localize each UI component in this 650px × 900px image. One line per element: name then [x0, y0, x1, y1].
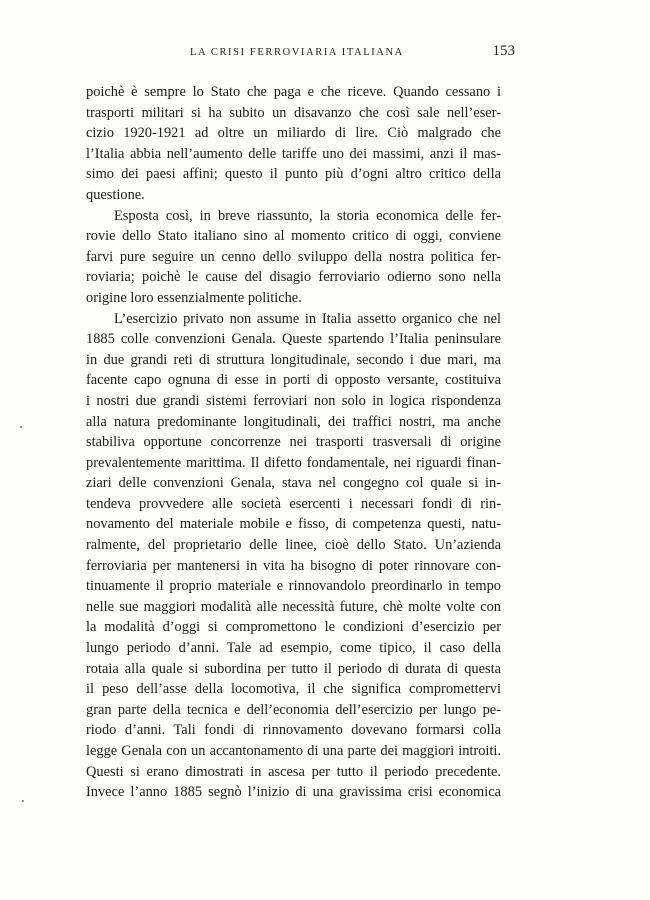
text-line: in due grandi reti di struttura longitudinale, secondo i due mari, ma [86, 351, 501, 368]
text-line: stabiliva opportune concorrenze nei trasporti trasversali di origine [86, 434, 501, 451]
text-line: i nostri due grandi sistemi ferroviari non solo in logica rispondenza [86, 392, 501, 409]
text-line: 1885 colle convenzioni Genala. Queste spartendo l’Italia peninsulare [86, 331, 501, 348]
text-line: Invece l’anno 1885 segnò l’inizio di una gravissima crisi economica [86, 784, 501, 801]
text-line: farvi pure seguire un cenno dello sviluppo della nostra politica fer- [86, 248, 501, 265]
text-line: rotaia alla quale si subordina per tutto il periodo di durata di questa [86, 660, 501, 677]
text-line: legge Genala con un accantonamento di una parte dei maggiori introiti. [86, 743, 501, 759]
text-line: la modalità d’oggi si compromettono le condizioni d’esercizio per [86, 619, 501, 636]
text-line: prevalentemente marittima. Il difetto fondamentale, nei riguardi finan- [86, 454, 501, 471]
text-line: il peso dell’asse della locomotiva, il che significa compromettervi [86, 681, 501, 698]
text-line: novamento del materiale mobile e fisso, di competenza questi, natu- [86, 516, 501, 533]
text-line: nelle sue maggiori modalità alle necessità future, chè molte volte con [86, 598, 501, 615]
text-line: Questi si erano dimostrati in ascesa per tutto il periodo precedente. [86, 763, 501, 780]
running-title: LA CRISI FERROVIARIA ITALIANA [190, 47, 404, 58]
text-line: riodo d’anni. Tali fondi di rinnovamento dovevano formarsi colla [86, 722, 501, 739]
text-line: facente capo ognuna di esse in porti di opposto versante, costituiva [86, 372, 501, 389]
text-line: lungo periodo d’anni. Tale ad esempio, come tipico, il caso della [86, 640, 501, 657]
scan-speck [20, 426, 22, 428]
text-line: rovie dello Stato italiano sino al momento critico di oggi, conviene [86, 228, 501, 245]
text-line: roviaria; poichè le cause del disagio ferroviario odierno sono nella [86, 269, 501, 286]
text-line: ralmente, del proprietario delle linee, cioè dello Stato. Un’azienda [86, 537, 501, 554]
text-line: L’esercizio privato non assume in Italia assetto organico che nel [114, 310, 501, 327]
text-line: ferroviaria per mantenersi in vita ha bisogno di poter rinnovare con- [86, 557, 501, 574]
text-line: l’Italia abbia nell’aumento delle tariffe uno dei massimi, anzi il mas- [86, 145, 501, 162]
text-line: Esposta così, in breve riassunto, la storia economica delle fer- [114, 207, 501, 224]
running-head [85, 45, 515, 65]
text-line: origine loro essenzialmente politiche. [86, 289, 302, 306]
text-line: tinuamente il proprio materiale e rinnovandolo preordinarlo in tempo [86, 578, 501, 595]
page-number: 153 [492, 43, 515, 59]
body-text [86, 82, 501, 803]
text-line: questione. [86, 186, 145, 203]
text-line: trasporti militari si ha subito un disavanzo che così sale nell’eser- [86, 104, 501, 121]
text-line: gran parte della tecnica e dell’economia dell’esercizio per lungo pe- [86, 701, 501, 718]
text-line: poichè è sempre lo Stato che paga e che riceve. Quando cessano i [86, 84, 501, 100]
text-line: cizio 1920-1921 ad oltre un miliardo di lire. Ciò malgrado che [86, 125, 501, 142]
text-line: ziari delle convenzioni Genala, stava nel congegno col quale si in- [86, 475, 501, 492]
scan-speck [22, 800, 24, 802]
text-line: simo dei paesi affini; questo il punto più d’ogni altro critico della [86, 166, 501, 183]
text-line: tendeva provvedere alle società esercenti i necessari fondi di rin- [86, 495, 501, 512]
text-line: alla natura predominante longitudinali, dei traffici nostri, ma anche [86, 413, 501, 430]
